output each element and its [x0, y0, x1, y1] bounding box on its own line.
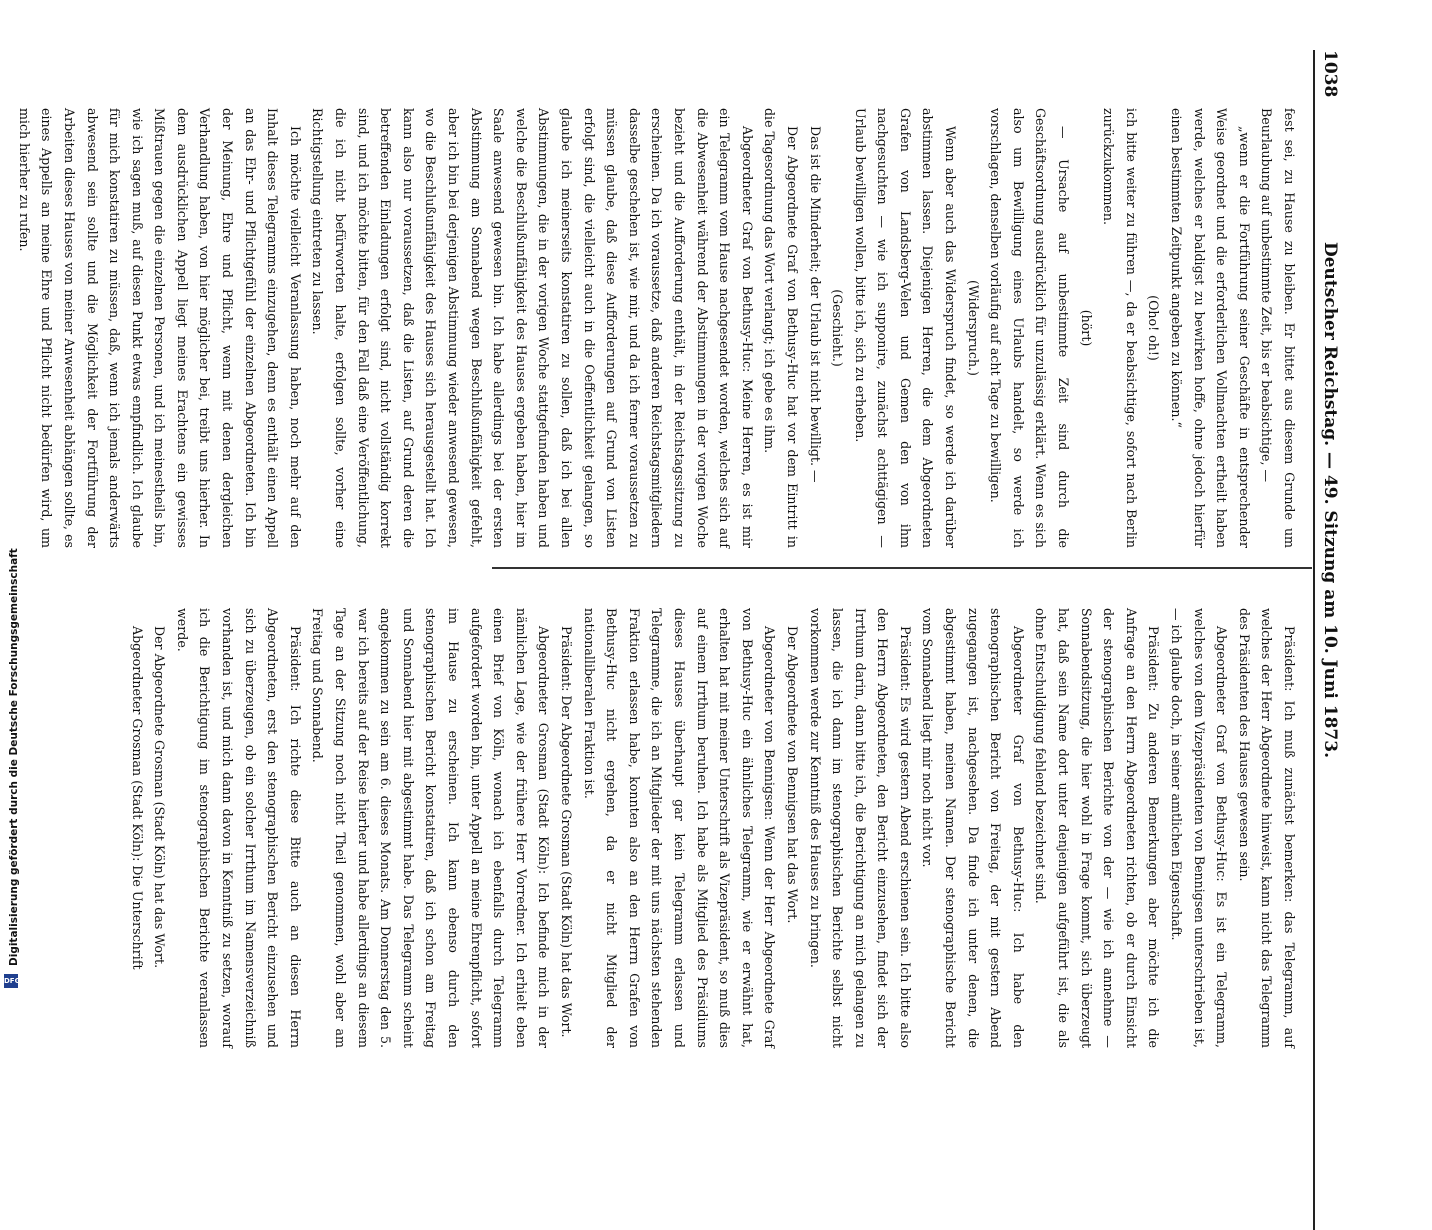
- paragraph: ich bitte weiter zu führen —, da er beabsichtige, sofort nach Berlin zurückzukommen.: [1101, 108, 1139, 548]
- paragraph: Der Abgeordnete von Bennigsen hat das Wort.: [784, 626, 800, 924]
- paragraph: Ich möchte vielleicht Veranlassung haben, noch mehr auf den Inhalt dieses Telegramms einzugehen, denn es enthält einen Appell an das Ehr- und Pflichtgefühl der einzelnen Abgeordneten. Ich bin der Meinung, Ehre und Pflicht, wenn mit denen dergleichen Verhandlung haben, von hier möglicher bei, treibt uns hierher. In dem ausdrücklichen Appell liegt meines Erachtens ein gewisses Mißtrauen gegen die einzelnen Personen, und ich meinestheils bin, wie ich sagen muß, auf diesen Punkt etwas empfindlich. Ich glaube für mich konstatiren zu müssen, daß, wenn ich jemals anderwärts abwesend sein sollte und die Möglichkeit der Fortführung der Arbeiten dieses Hauses von meiner Anwesenheit abhängen sollte, es eines Appells an meine Ehre und Pflicht nicht bedürfen wird, um mich hierher zu rufen.: [16, 108, 303, 548]
- right-column: [125, 608, 1300, 1048]
- header-rule: [1313, 50, 1315, 1230]
- paragraph: Präsident: Ich muß zunächst bemerken: das Telegramm, auf welches der Herr Abgeordnete hinweist, kann nicht das Telegramm des Präsidenten des Hauses gewesen sein.: [1236, 608, 1297, 1048]
- paragraph: Der Abgeordnete Graf von Bethusy-Huc hat vor dem Eintritt in die Tagesordnung das Wort verlangt; ich gebe es ihm.: [762, 108, 800, 548]
- page-header: [1314, 50, 1344, 950]
- paragraph: fest sei, zu Hause zu bleiben. Er bittet aus diesem Grunde um Beurlaubung auf unbestimmte Zeit, bis er beabsichtige, —: [1259, 108, 1297, 548]
- column-divider: [492, 567, 1312, 569]
- paragraph: — Ursache auf unbestimmte Zeit sind durch die Geschäftsordnung ausdrücklich für unzulässig erklärt. Wenn es sich also um Bewilligung eines Urlaubs handelt, so werde ich vorschlagen, denselben vorläufig auf acht Tage zu bewilligen.: [988, 108, 1072, 548]
- paragraph: Abgeordneter Graf von Bethusy-Huc: Es ist ein Telegramm, welches von dem Vizepräsidenten von Bennigsen unterschrieben ist, — ich glaube doch, in seiner amtlichen Eigenschaft.: [1169, 608, 1230, 1048]
- paragraph: Abgeordneter Graf von Bethusy-Huc: Ich habe den stenographischen Bericht von Freitag, der mit gestern Abend zugegangen ist, nachgesehen. Da finde ich unter denen, die abgestimmt haben, meinen Namen. Der stenographische Bericht vom Sonnabend liegt mir noch nicht vor.: [920, 608, 1026, 1048]
- digitization-note: [0, 0, 30, 1000]
- paragraph: Der Abgeordnete Grosman (Stadt Köln) hat das Wort.: [152, 626, 168, 969]
- paragraph: Abgeordneter Grosman (Stadt Köln): Die Unterschrift: [129, 626, 145, 970]
- interjection: (Geschieht.): [830, 289, 846, 367]
- left-column: [12, 108, 1300, 548]
- paragraph: „wenn er die Fortführung seiner Geschäfte in entsprechender Weise geordnet und die erforderlichen Vollmachten ertheilt haben werde, welches er baldigst zu bewirken hoffe, ohne jedoch hierfür einen bestimmten Zeitpunkt angeben zu können.“: [1169, 108, 1252, 548]
- paragraph: Das ist die Minderheit; der Urlaub ist nicht bewilligt. —: [807, 126, 823, 483]
- digitization-note-text: Digitalisierung gefördert durch die Deutsche Forschungsgemeinschaft: [8, 548, 20, 966]
- paragraph: Präsident: Es wird gestern Abend erschienen sein. Ich bitte also den Herrn Abgeordneten, den Bericht einzusehen, findet sich der Irrthum darin, dann bitte ich, die Berichtigung an mich gelangen zu lassen, die ich dann im stenographischen Berichte selbst nicht vorkommen werde zur Kenntniß des Hauses zu bringen.: [807, 608, 913, 1048]
- paragraph: Präsident: Der Abgeordnete Grosman (Stadt Köln) hat das Wort.: [559, 626, 574, 1038]
- interjection: (hört): [1078, 309, 1094, 347]
- interjection: (Oho! oh!): [1146, 295, 1162, 361]
- paragraph: Wenn aber auch das Widerspruch findet, so werde ich darüber abstimmen lassen. Diejenigen Herren, die dem Abgeordneten Grafen von Landsberg-Velen und Gemen den von ihm nachgesuchten — wie ich supponire, zunächst achttägigen — Urlaub bewilligen wollen, bitte ich, sich zu erheben.: [852, 108, 959, 548]
- paragraph: Präsident: Zu anderen Bemerkungen aber möchte ich die Anfrage an den Herrn Abgeordneten richten, ob er durch Einsicht der stenographischen Berichte von der — wie ich annehme — Sonnabendsitzung, die hier wohl in Frage kommt, sich überzeugt hat, daß sein Name dort unter denjenigen aufgeführt ist, die als ohne Entschuldigung fehlend bezeichnet sind.: [1033, 608, 1162, 1048]
- paragraph: Abgeordneter Graf von Bethusy-Huc: Meine Herren, es ist mir ein Telegramm vom Hause nachgesendet worden, welches sich auf die Abwesenheit während der Abstimmungen in der vorigen Woche bezieht und die Aufforderung enthält, in der Reichstagssitzung zu erscheinen. Da ich voraussetze, daß anderen Reichstagsmitgliedern dasselbe geschehen ist, wie mir, und da ich ferner voraussetzen zu müssen glaube, daß diese Aufforderungen auf Grund von Listen erfolgt sind, die vielleicht auch in die Oeffentlichkeit gelangen, so glaube ich meinerseits konstatiren zu sollen, daß ich bei allen Abstimmungen, die in der vorigen Woche stattgefunden haben und welche die Beschlußunfähigkeit des Hauses ergeben haben, hier im Saale anwesend gewesen bin. Ich habe allerdings bei der ersten Abstimmung am Sonnabend wegen Beschlußunfähigkeit gefehlt, aber ich bin bei derjenigen Abstimmung wieder anwesend gewesen, wo die Beschlußunfähigkeit des Hauses sich herausgestellt hat. Ich kann also nur voraussetzen, daß die Listen, auf Grund deren die betreffenden Einladungen erfolgt sind, nicht vollständig korrekt sind, und ich möchte bitten, für den Fall daß eine Veröffentlichung, die ich nicht befürworten halte, erfolgen sollte, vorher eine Richtigstellung eintreten zu lassen.: [310, 108, 755, 548]
- interjection: (Widerspruch.): [965, 280, 981, 376]
- paragraph: Abgeordneter Grosman (Stadt Köln): Ich befinde mich in der nämlichen Lage, wie der frühere Herr Vorredner. Ich erhielt eben einen Brief von Köln, wonach ich ebenfalls durch Telegramm aufgefordert worden bin, unter Appell an meine Ehrenpflicht, sofort im Hause zu erscheinen. Ich kann ebenso durch den stenographischen Bericht konstatiren, daß ich schon am Freitag und Sonnabend hier mit abgestimmt habe. Das Telegramm scheint angekommen zu sein am 6. dieses Monats. Am Donnerstag den 5. war ich bereits auf der Reise hierher und habe allerdings an diesem Tage an der Sitzung noch nicht Theil genommen, wohl aber am Freitag und Sonnabend.: [310, 608, 552, 1048]
- page-number: 1038: [1320, 50, 1340, 98]
- dfg-logo-icon: DFG: [4, 974, 18, 988]
- paragraph: Abgeordneter von Bennigsen: Wenn der Herr Abgeordnete Graf von Bethusy-Huc ein ähnliches Telegramm, wie er erwähnt hat, erhalten hat mit meiner Unterschrift als Vizepräsident, so muß dies auf einem Irrthum beruhen. Ich habe als Mitglied des Präsidiums dieses Hauses überhaupt gar kein Telegramm erlassen und Telegramme, die ich an Mitglieder der mit uns nächsten stehenden Fraktion erlassen habe, konnten also an den Herrn Grafen von Bethusy-Huc nicht ergehen, da er nicht Mitglied der nationalliberalen Fraktion ist.: [581, 608, 778, 1048]
- running-title: Deutscher Reichstag. — 49. Sitzung am 10. Juni 1873.: [1320, 242, 1340, 758]
- paragraph: Präsident: Ich richte diese Bitte auch an diesen Herrn Abgeordneten, erst den stenographischen Bericht einzusehen und sich zu überzeugen, ob ein solcher Irrthum im Namensverzeichniß vorhanden ist, und mich dann davon in Kenntniß zu setzen, worauf ich die Berichtigung im stenographischen Berichte veranlassen werde.: [174, 608, 303, 1048]
